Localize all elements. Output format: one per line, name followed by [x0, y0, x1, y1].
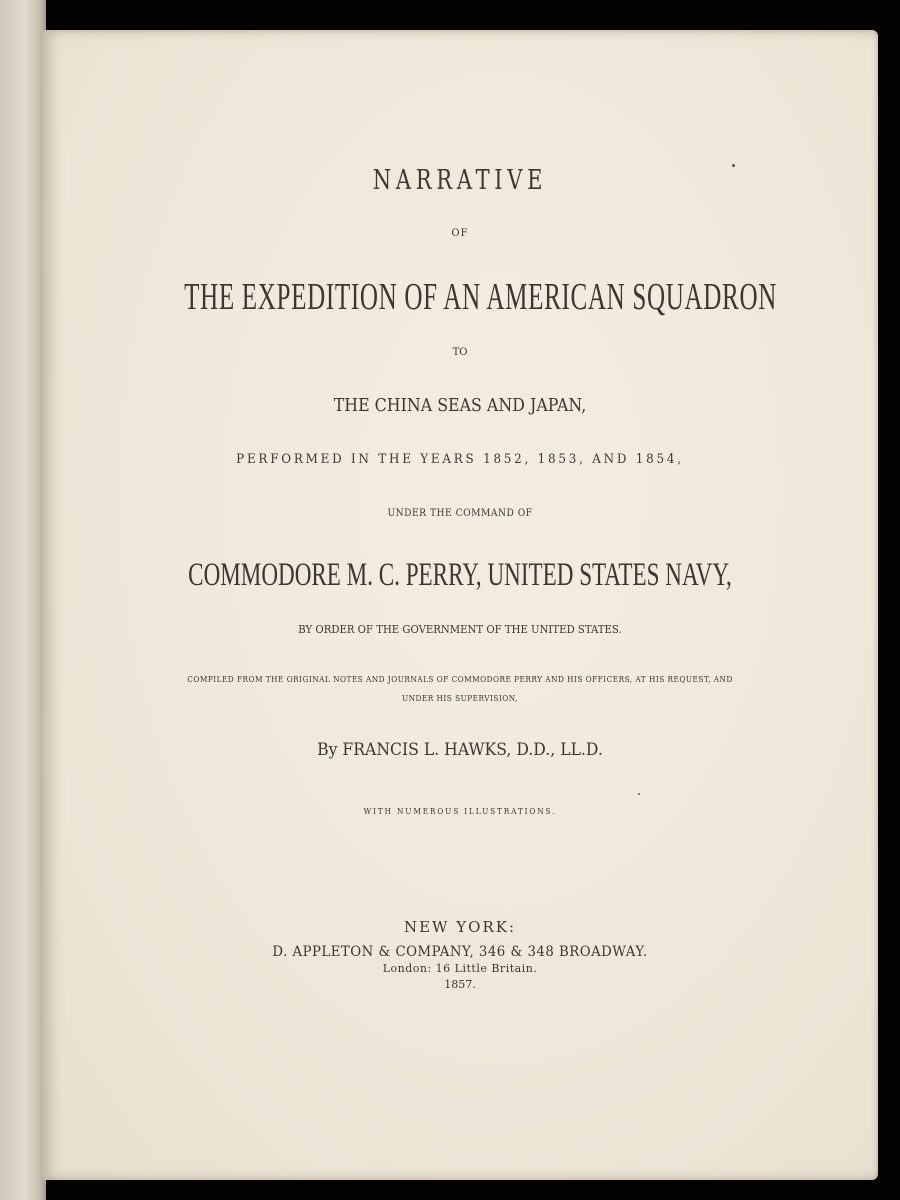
imprint-publisher: D. APPLETON & COMPANY, 346 & 348 BROADWAY. [272, 944, 648, 960]
commander-name: COMMODORE M. C. PERRY, UNITED STATES NAVY, [188, 557, 732, 593]
author-line: By FRANCIS L. HAWKS, D.D., LL.D. [317, 740, 603, 760]
imprint-london: London: 16 Little Britain. [382, 962, 538, 975]
text-under-command: UNDER THE COMMAND OF [387, 508, 533, 519]
imprint-city: NEW YORK: [403, 918, 516, 936]
paper-speck [732, 164, 735, 167]
text-of: OF [451, 228, 469, 239]
paper-speck [638, 793, 640, 795]
text-by-order: BY ORDER OF THE GOVERNMENT OF THE UNITED STATES. [298, 623, 622, 636]
main-title: THE EXPEDITION OF AN AMERICAN SQUADRON [184, 276, 777, 318]
heading-narrative: NARRATIVE [372, 165, 548, 196]
text-to: TO [452, 347, 468, 358]
compiled-note-line-2: UNDER HIS SUPERVISION, [401, 694, 518, 703]
facing-page-edge [0, 0, 46, 1200]
imprint-year: 1857. [444, 978, 476, 991]
subtitle-destination: THE CHINA SEAS AND JAPAN, [333, 395, 587, 416]
title-page [42, 30, 878, 1180]
subtitle-years: PERFORMED IN THE YEARS 1852, 1853, AND 1854, [236, 452, 684, 467]
compiled-note-line-1: COMPILED FROM THE ORIGINAL NOTES AND JOURNALS OF COMMODORE PERRY AND HIS OFFICERS, AT HIS REQUEST, AND [187, 675, 733, 684]
illustrations-note: WITH NUMEROUS ILLUSTRATIONS. [363, 807, 557, 816]
